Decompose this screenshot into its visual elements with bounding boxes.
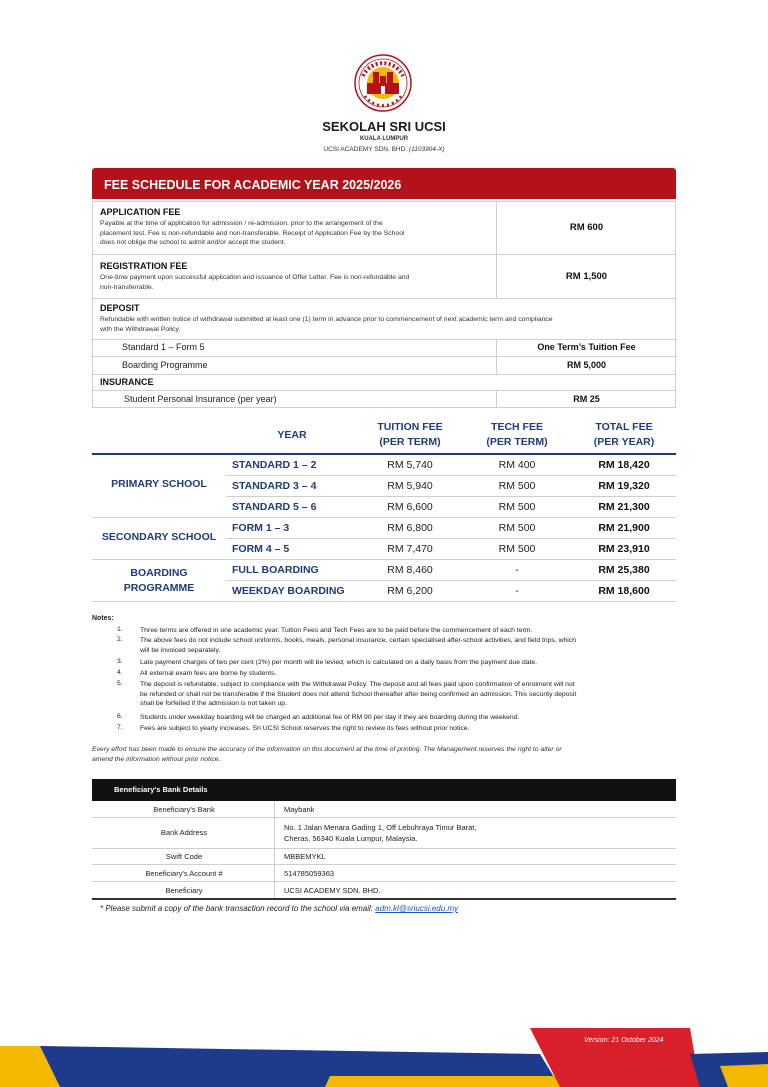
registration-fee-label: REGISTRATION FEE (100, 261, 188, 271)
deposit-row-value: RM 5,000 (566, 360, 607, 370)
row-total: RM 18,420 (598, 459, 650, 471)
note-line: Fees are subject to yearly increases. Sri UCSI School reserves the right to review its fees without prior notice. (140, 725, 470, 732)
application-fee-amount: RM 600 (569, 222, 604, 233)
deposit-row-value: One Term’s Tuition Fee (537, 342, 636, 352)
note-number: 4. (117, 669, 123, 676)
note-line: The deposit is refundable, subject to compliance with the Withdrawal Policy. The deposit and all fees paid upon confirmation of enrolment will not (140, 681, 575, 688)
footer-yellow-stripe-mid (325, 1076, 565, 1087)
bank-label: Beneficiary's Bank (153, 805, 215, 814)
row-separator (226, 538, 676, 539)
col-header-tuition (358, 420, 462, 450)
table-header-rule (92, 453, 676, 455)
row-tuition: RM 7,470 (387, 543, 433, 555)
note-number: 1. (117, 626, 123, 633)
note-number: 2. (117, 636, 123, 643)
row-level: FULL BOARDING (232, 564, 319, 576)
row-tuition: RM 6,600 (387, 501, 433, 513)
bank-label: Bank Address (160, 828, 208, 837)
bank-label: Beneficiary's Account # (145, 869, 223, 878)
disclaimer-line: Every effort has been made to ensure the accuracy of the information on this document at the time of printing. The Management reserves the right to alter or (92, 746, 562, 753)
application-fee-desc-line: placement test. Fee is non-refundable and non-transferable. Receipt of Application Fee by the School (100, 229, 405, 237)
note-text (140, 724, 676, 734)
note-line: Students under weekday boarding will be charged an additional fee of RM 90 per day if they are boarding during the weekend. (140, 714, 520, 721)
group-boarding-line1: BOARDING (130, 567, 188, 579)
group-separator (92, 517, 676, 518)
note-line: The above fees do not include school uniforms, books, meals, personal insurance, certain specialised after-school activities, and field trips, which (140, 637, 576, 644)
bank-row-separator (92, 864, 676, 865)
row-level: FORM 4 – 5 (232, 543, 290, 555)
application-fee-description (100, 219, 495, 248)
row-tech: RM 500 (498, 501, 536, 513)
row-separator (226, 580, 676, 581)
insurance-row-value: RM 25 (573, 394, 600, 404)
bank-value: UCSI ACADEMY SDN. BHD. (284, 886, 381, 895)
insurance-row-label: Student Personal Insurance (per year) (124, 394, 277, 404)
col-header-tech-line1: TECH FEE (491, 421, 543, 433)
footer-stripes (0, 1026, 768, 1087)
registration-fee-description (100, 273, 495, 292)
bank-row-separator (92, 817, 676, 818)
bank-table-divider (274, 801, 275, 898)
deposit-row-separator (92, 356, 676, 357)
row-level: FORM 1 – 3 (232, 522, 290, 534)
row-tuition: RM 8,460 (387, 564, 433, 576)
row-level: STANDARD 1 – 2 (232, 459, 317, 471)
note-line: All external exam fees are borne by students. (140, 670, 277, 677)
disclaimer (92, 745, 677, 765)
note-text (140, 680, 676, 709)
bank-note-text: * Please submit a copy of the bank transaction record to the school via email: (100, 904, 376, 913)
version-label: Version: 21 October 2024 (584, 1037, 664, 1044)
note-number: 6. (117, 713, 123, 720)
fee-row-separator (92, 298, 676, 299)
insurance-label: INSURANCE (100, 377, 154, 387)
row-tech: - (515, 585, 519, 597)
note-line: Three terms are offered in one academic year. Tuition Fees and Tech Fees are to be paid before the commencement of each term. (140, 627, 533, 634)
col-header-tuition-line1: TUITION FEE (377, 421, 443, 433)
row-tech: RM 500 (498, 480, 536, 492)
group-secondary-school: SECONDARY SCHOOL (101, 531, 217, 543)
fee-row-separator (92, 254, 676, 255)
school-city: KUALA LUMPUR (359, 136, 409, 142)
row-tuition: RM 5,740 (387, 459, 433, 471)
note-line: will be invoiced separately. (140, 646, 221, 654)
row-separator (226, 475, 676, 476)
school-company (0, 146, 768, 153)
bank-value: MBBEMYKL (284, 852, 326, 861)
note-text (140, 636, 676, 655)
deposit-desc-line: with the Withdrawal Policy. (100, 325, 181, 333)
note-number: 3. (117, 658, 123, 665)
deposit-label: DEPOSIT (100, 303, 140, 313)
bank-address-line: No. 1 Jalan Menara Gading 1, Off Lebuhraya Timur Barat, (284, 823, 477, 832)
bank-row-separator (92, 881, 676, 882)
table-bottom-rule (92, 601, 676, 602)
company-name: UCSI ACADEMY SDN. BHD. (323, 146, 408, 153)
row-tech: RM 500 (498, 543, 536, 555)
insurance-row-separator (92, 390, 676, 391)
row-total: RM 25,380 (598, 564, 650, 576)
row-level: STANDARD 5 – 6 (232, 501, 317, 513)
row-separator (226, 496, 676, 497)
row-tech: - (515, 564, 519, 576)
note-text (140, 669, 676, 679)
group-separator (92, 559, 676, 560)
col-header-tech (466, 420, 568, 450)
school-name: SEKOLAH SRI UCSI (322, 119, 446, 134)
footer-yellow-stripe-right (720, 1064, 768, 1087)
row-total: RM 18,600 (598, 585, 650, 597)
col-header-year: YEAR (277, 429, 307, 441)
group-boarding-line2: PROGRAMME (123, 582, 195, 594)
deposit-row-label: Boarding Programme (122, 360, 208, 370)
note-text (140, 658, 676, 668)
note-line: be refunded or shall not be transferable if the Student does not attend School thereafter after being confirmed an admission. This security deposit (140, 690, 577, 698)
note-text (140, 713, 676, 723)
bank-value: 514785059363 (284, 869, 335, 878)
row-tuition: RM 5,940 (387, 480, 433, 492)
registration-fee-amount: RM 1,500 (565, 271, 608, 282)
registration-fee-desc-line: non-transferrable. (100, 283, 154, 291)
row-total: RM 21,300 (598, 501, 650, 513)
row-level: STANDARD 3 – 4 (232, 480, 317, 492)
bank-table-bottom (92, 898, 676, 900)
deposit-desc-line: Refundable with written notice of withdrawal submitted at least one (1) term in advance prior to commencement of next academic term and compliance (100, 316, 553, 323)
bank-value: Maybank (284, 805, 315, 814)
registration-fee-desc-line: One-time payment upon successful application and issuance of Offer Letter. Fee is non-refundable and (100, 274, 410, 281)
bank-details-heading: Beneficiary's Bank Details (114, 785, 208, 794)
bank-label: Swift Code (165, 852, 203, 861)
bank-value (284, 822, 476, 844)
page-title: FEE SCHEDULE FOR ACADEMIC YEAR 2025/2026 (104, 178, 402, 192)
bank-note (100, 904, 458, 913)
note-number: 5. (117, 680, 123, 687)
note-line: shall be forfeited if the admission is not taken up. (140, 700, 287, 707)
bank-address-line: Cheras, 56340 Kuala Lumpur, Malaysia. (284, 834, 418, 843)
col-header-total-line1: TOTAL FEE (595, 421, 653, 433)
school-crest-logo (353, 50, 413, 118)
application-fee-desc-line: does not oblige the school to admit and/or accept the student. (100, 239, 286, 246)
col-header-total (572, 420, 676, 450)
fee-box-divider (496, 201, 497, 298)
note-line: Late payment charges of two per cent (2%) per month will be levied, which is calculated on a daily basis from the payment due date. (140, 659, 538, 666)
row-total: RM 23,910 (598, 543, 650, 555)
row-tech: RM 400 (498, 459, 536, 471)
row-tuition: RM 6,200 (387, 585, 433, 597)
row-level: WEEKDAY BOARDING (232, 585, 345, 597)
application-fee-desc-line: Payable at the time of application for admission / re-admission, prior to the arrangement of the (100, 220, 383, 227)
company-registration: (1103904-X) (408, 146, 445, 153)
application-fee-label: APPLICATION FEE (100, 207, 181, 217)
row-total: RM 19,320 (598, 480, 650, 492)
deposit-description (100, 315, 670, 334)
group-primary-school: PRIMARY SCHOOL (111, 478, 207, 490)
deposit-row-label: Standard 1 – Form 5 (122, 342, 205, 352)
email-link[interactable]: adm.kl@sriucsi.edu.my (375, 904, 459, 913)
deposit-row-separator (92, 339, 676, 340)
notes-title: Notes: (92, 615, 114, 622)
bank-label: Beneficiary (165, 886, 203, 895)
col-header-tech-line2: (PER TERM) (486, 436, 548, 448)
note-text (140, 626, 676, 636)
group-boarding-programme (92, 566, 226, 596)
col-header-tuition-line2: (PER TERM) (379, 436, 441, 448)
row-tuition: RM 6,800 (387, 522, 433, 534)
row-tech: RM 500 (498, 522, 536, 534)
col-header-total-line2: (PER YEAR) (593, 436, 655, 448)
row-total: RM 21,900 (598, 522, 650, 534)
disclaimer-line: amend the information without prior notice. (92, 756, 221, 763)
bank-row-separator (92, 848, 676, 849)
note-number: 7. (117, 724, 123, 731)
deposit-row-separator (92, 374, 676, 375)
